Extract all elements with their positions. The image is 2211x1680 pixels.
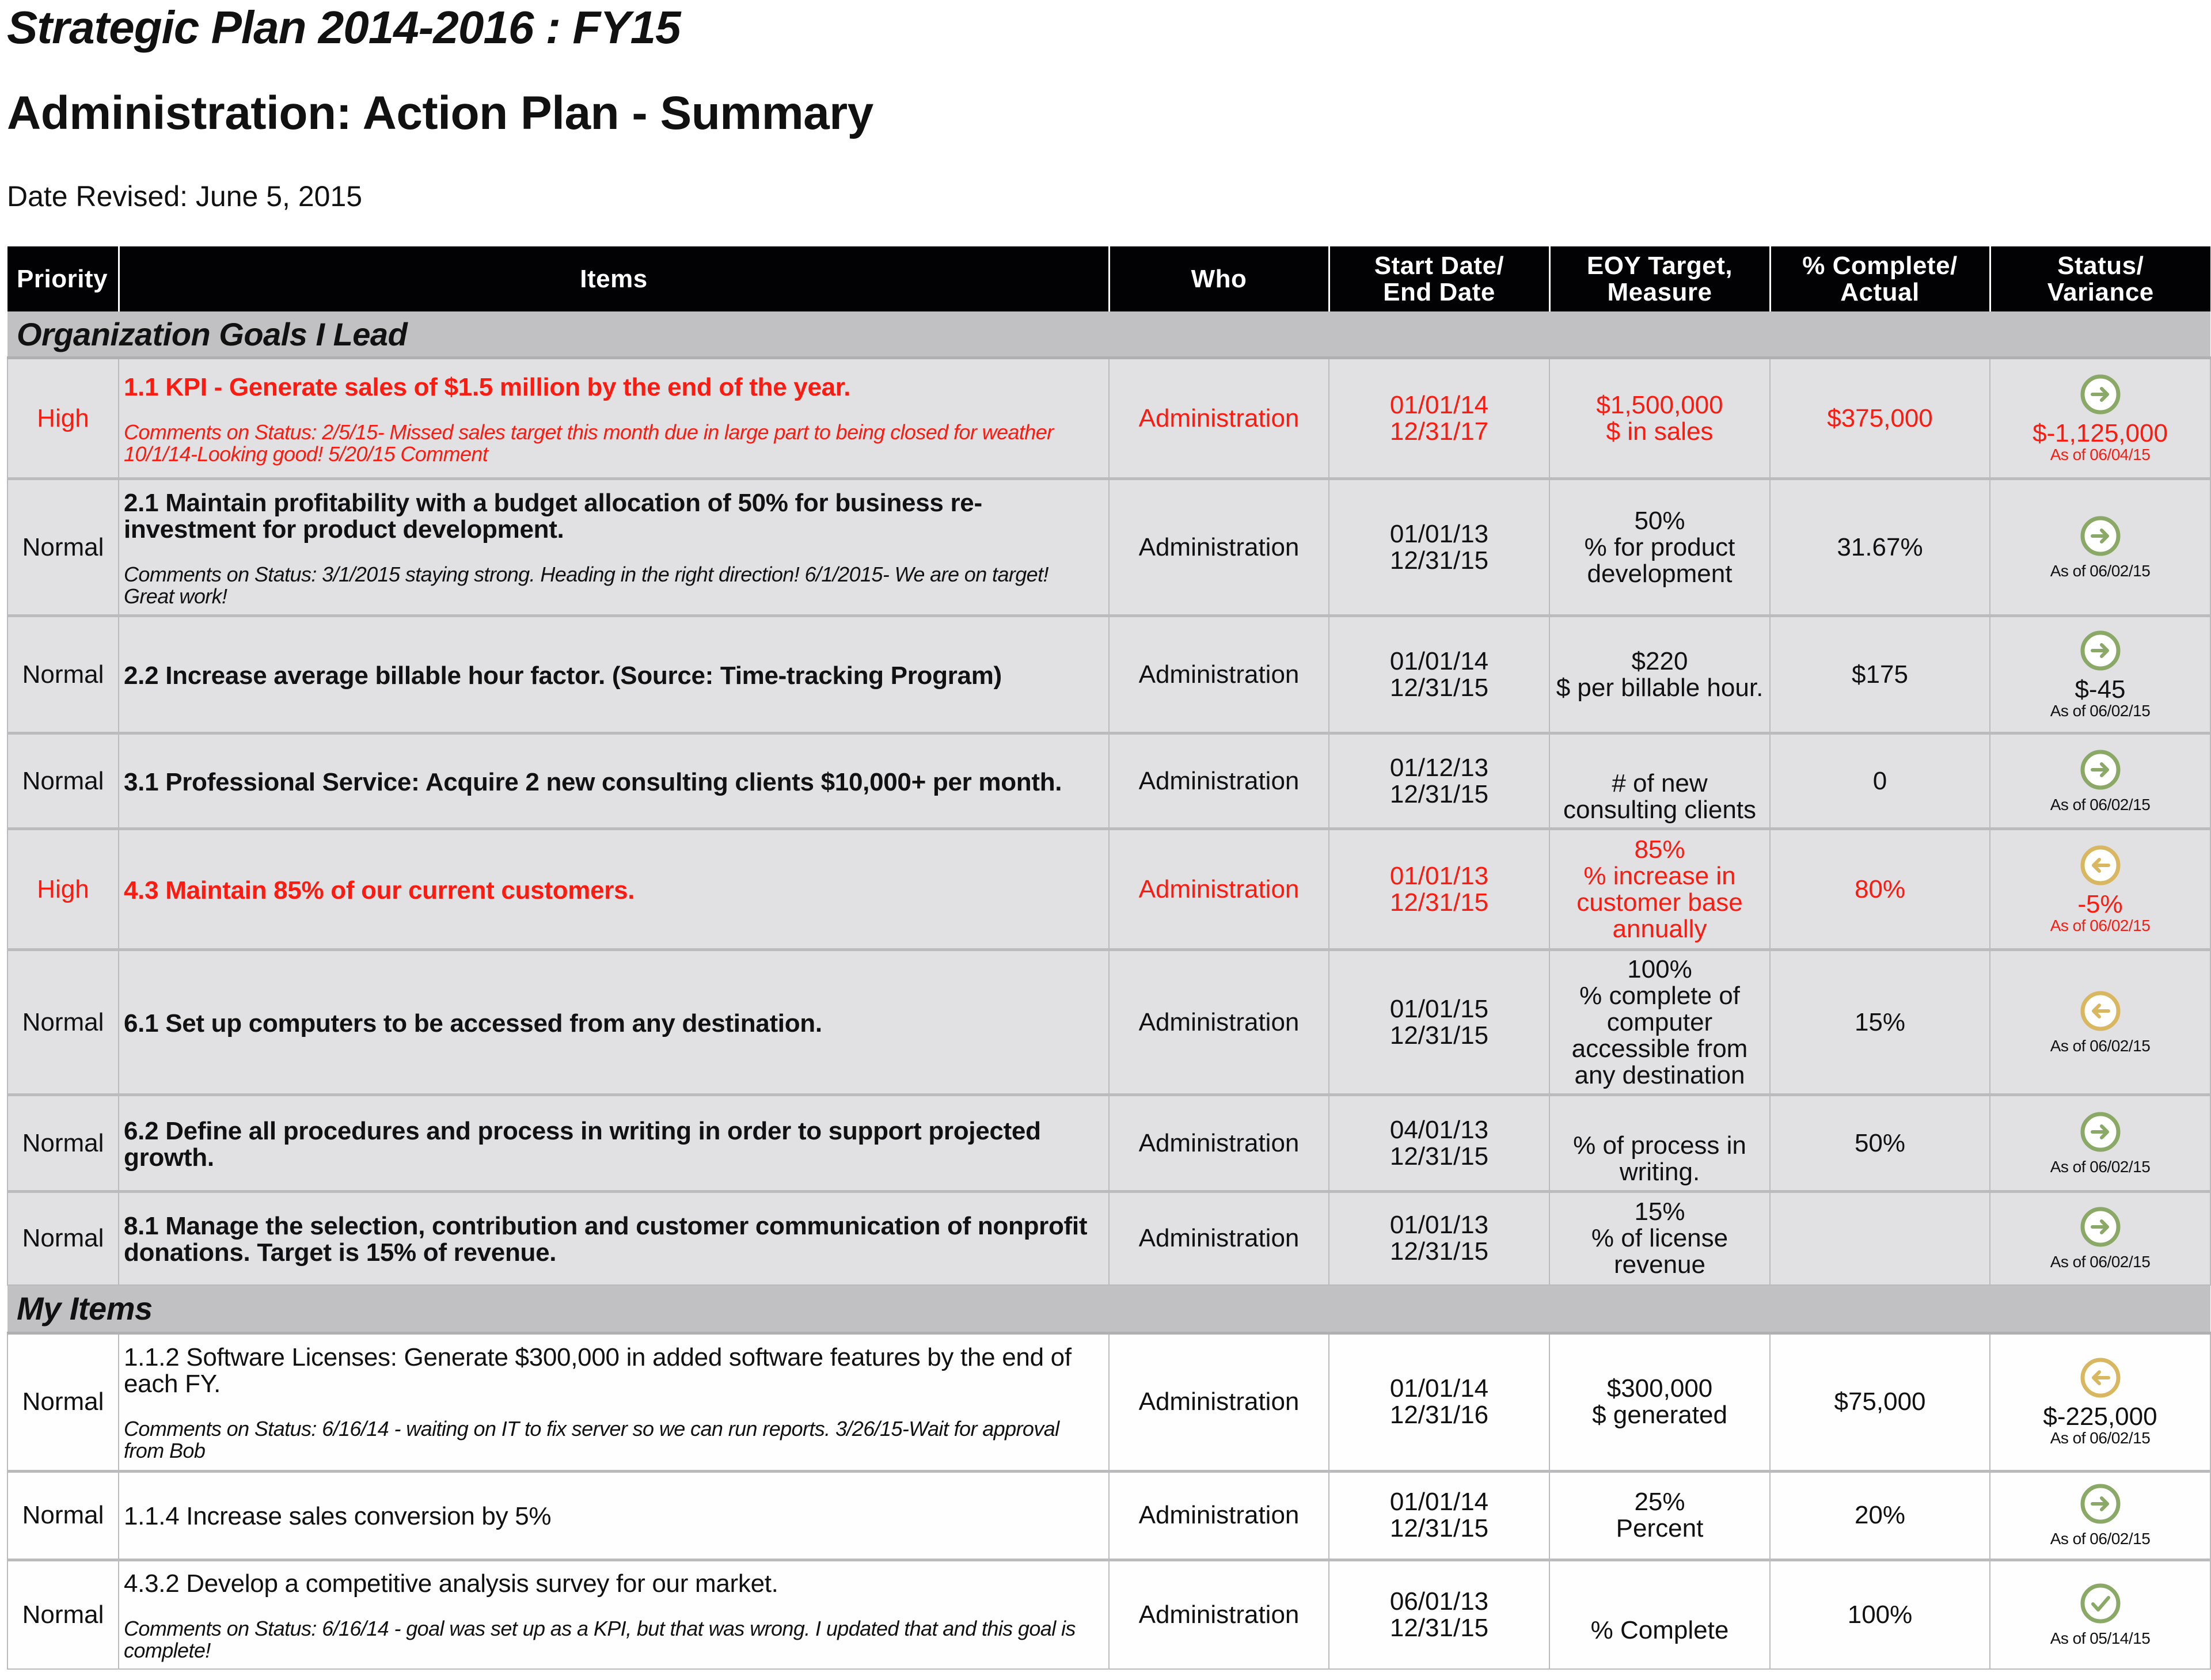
target-cell	[1549, 1333, 1770, 1471]
status-cell	[1990, 616, 2210, 733]
start-date: 06/01/13	[1389, 1587, 1489, 1616]
item-cell[interactable]	[119, 1095, 1109, 1192]
arrow-right-circle-icon[interactable]	[2080, 515, 2121, 557]
who-cell: Administration	[1109, 1471, 1329, 1560]
as-of-date: As of 06/02/15	[2050, 1429, 2151, 1447]
actual-cell: $375,000	[1770, 358, 1990, 479]
target-measure: % complete of computer accessible from any destination	[1571, 981, 1748, 1089]
start-date: 01/01/15	[1389, 994, 1489, 1023]
table-row[interactable]	[7, 358, 2210, 479]
status-block	[1996, 630, 2204, 720]
table-row[interactable]	[7, 1095, 2210, 1192]
column-header-start-end-date	[1329, 246, 1549, 311]
table-row[interactable]	[7, 616, 2210, 733]
item-cell[interactable]	[119, 1471, 1109, 1560]
as-of-date: As of 06/02/15	[2050, 1036, 2151, 1055]
start-date: 01/01/13	[1389, 861, 1489, 890]
priority-cell: Normal	[7, 1333, 119, 1471]
start-date: 01/01/14	[1389, 390, 1489, 419]
target-cell	[1549, 616, 1770, 733]
column-header-who: Who	[1109, 246, 1329, 311]
priority-cell: Normal	[7, 1471, 119, 1560]
target-measure: % Complete	[1590, 1616, 1729, 1644]
priority-cell: Normal	[7, 616, 119, 733]
header-line: EOY Target,	[1586, 251, 1733, 280]
page-subtitle: Administration: Action Plan - Summary	[7, 87, 873, 139]
target-measure: $ generated	[1592, 1401, 1727, 1429]
table-row[interactable]	[7, 479, 2210, 616]
target-measure: $ in sales	[1606, 417, 1714, 446]
item-title: 4.3 Maintain 85% of our current customers.	[124, 876, 635, 904]
table-row[interactable]	[7, 1192, 2210, 1285]
status-block	[1996, 1357, 2204, 1447]
item-title: 1.1.4 Increase sales conversion by 5%	[124, 1502, 552, 1530]
target-value: 15%	[1634, 1198, 1685, 1226]
date-cell	[1329, 1095, 1549, 1192]
item-cell[interactable]	[119, 733, 1109, 829]
target-value: 100%	[1627, 955, 1692, 983]
target-cell	[1549, 950, 1770, 1095]
target-cell	[1549, 733, 1770, 829]
item-cell[interactable]	[119, 1560, 1109, 1669]
end-date: 12/31/15	[1389, 1613, 1489, 1642]
start-date: 01/01/13	[1389, 1211, 1489, 1240]
item-cell[interactable]	[119, 1333, 1109, 1471]
status-cell	[1990, 1095, 2210, 1192]
date-cell	[1329, 1333, 1549, 1471]
actual-cell: 80%	[1770, 829, 1990, 950]
variance-value: $-225,000	[2043, 1402, 2157, 1431]
table-header-row	[7, 246, 2210, 311]
item-title: 1.1.2 Software Licenses: Generate $300,000 in added software features by the end of each FY.	[124, 1343, 1072, 1398]
who-cell: Administration	[1109, 733, 1329, 829]
end-date: 12/31/15	[1389, 1021, 1489, 1050]
priority-cell: High	[7, 829, 119, 950]
who-cell: Administration	[1109, 616, 1329, 733]
target-cell	[1549, 479, 1770, 616]
column-header-percent-complete	[1770, 246, 1990, 311]
table-row[interactable]	[7, 1333, 2210, 1471]
arrow-right-circle-icon[interactable]	[2080, 1206, 2121, 1248]
status-cell	[1990, 733, 2210, 829]
as-of-date: As of 06/02/15	[2050, 1253, 2151, 1271]
column-header-priority: Priority	[7, 246, 119, 311]
status-block	[1996, 515, 2204, 580]
table-row[interactable]	[7, 733, 2210, 829]
table-row[interactable]	[7, 950, 2210, 1095]
header-line: Variance	[2047, 278, 2154, 306]
as-of-date: As of 06/02/15	[2050, 561, 2151, 580]
as-of-date: As of 06/02/15	[2050, 795, 2151, 814]
status-comment: Comments on Status: 6/16/14 - waiting on IT to fix server so we can run reports. 3/26/15-Wait for approval from Bob	[124, 1417, 1059, 1462]
action-plan-table	[7, 246, 2211, 1670]
header-line: Measure	[1607, 278, 1712, 306]
actual-cell: 31.67%	[1770, 479, 1990, 616]
header-line: Status/	[2057, 251, 2144, 280]
status-comment: Comments on Status: 3/1/2015 staying strong. Heading in the right direction! 6/1/2015- We are on target! Great work!	[124, 562, 1048, 608]
status-cell	[1990, 1560, 2210, 1669]
end-date: 12/31/15	[1389, 1142, 1489, 1170]
target-value: 25%	[1634, 1488, 1685, 1516]
status-block	[1996, 749, 2204, 814]
date-cell	[1329, 616, 1549, 733]
actual-cell: $175	[1770, 616, 1990, 733]
status-cell	[1990, 1333, 2210, 1471]
arrow-left-circle-icon[interactable]	[2080, 1357, 2121, 1398]
target-measure: % of license revenue	[1591, 1224, 1728, 1279]
item-title: 2.1 Maintain profitability with a budget allocation of 50% for business re-investment for product development.	[124, 488, 982, 543]
table-row[interactable]	[7, 1560, 2210, 1669]
date-cell	[1329, 1471, 1549, 1560]
who-cell: Administration	[1109, 358, 1329, 479]
status-block	[1996, 1483, 2204, 1548]
item-title: 3.1 Professional Service: Acquire 2 new consulting clients $10,000+ per month.	[124, 767, 1062, 796]
target-measure: % of process in writing.	[1573, 1131, 1746, 1186]
who-cell: Administration	[1109, 1095, 1329, 1192]
status-block	[1996, 990, 2204, 1055]
section-label: My Items	[7, 1285, 2210, 1333]
status-cell	[1990, 1471, 2210, 1560]
variance-value: -5%	[2077, 890, 2123, 918]
status-cell	[1990, 950, 2210, 1095]
as-of-date: As of 05/14/15	[2050, 1629, 2151, 1647]
item-title: 6.2 Define all procedures and process in writing in order to support projected growth.	[124, 1116, 1041, 1172]
target-cell	[1549, 1095, 1770, 1192]
target-cell	[1549, 1192, 1770, 1285]
date-cell	[1329, 829, 1549, 950]
who-cell: Administration	[1109, 1192, 1329, 1285]
status-cell	[1990, 479, 2210, 616]
start-date: 01/12/13	[1389, 753, 1489, 782]
status-cell	[1990, 829, 2210, 950]
item-title: 8.1 Manage the selection, contribution and customer communication of nonprofit donations. Target is 15% of revenue.	[124, 1212, 1088, 1267]
arrow-right-circle-icon[interactable]	[2080, 630, 2121, 671]
arrow-right-circle-icon[interactable]	[2080, 749, 2121, 790]
who-cell: Administration	[1109, 479, 1329, 616]
section-label: Organization Goals I Lead	[7, 311, 2210, 358]
table-row[interactable]	[7, 1471, 2210, 1560]
target-measure: % for product development	[1584, 533, 1735, 588]
target-measure: # of new consulting clients	[1563, 769, 1757, 824]
check-circle-icon[interactable]	[2080, 1583, 2121, 1624]
start-date: 04/01/13	[1389, 1115, 1489, 1144]
target-measure: Percent	[1616, 1514, 1704, 1542]
as-of-date: As of 06/04/15	[2050, 445, 2151, 463]
item-cell[interactable]	[119, 1192, 1109, 1285]
item-title: 6.1 Set up computers to be accessed from any destination.	[124, 1009, 822, 1037]
as-of-date: As of 06/02/15	[2050, 1157, 2151, 1176]
item-title: 4.3.2 Develop a competitive analysis survey for our market.	[124, 1569, 778, 1598]
actual-cell: 15%	[1770, 950, 1990, 1095]
target-measure: % increase in customer base annually	[1576, 861, 1743, 943]
status-comment: Comments on Status: 2/5/15- Missed sales target this month due in large part to being closed for weather 10/1/14-Looking good! 5/20/15 Comment	[124, 420, 1054, 466]
status-cell	[1990, 1192, 2210, 1285]
priority-cell: High	[7, 358, 119, 479]
item-cell[interactable]	[119, 358, 1109, 479]
target-value: 85%	[1634, 835, 1685, 864]
header-line: % Complete/	[1802, 251, 1958, 280]
target-cell	[1549, 829, 1770, 950]
priority-cell: Normal	[7, 479, 119, 616]
column-header-items: Items	[119, 246, 1109, 311]
end-date: 12/31/17	[1389, 417, 1489, 446]
as-of-date: As of 06/02/15	[2050, 916, 2151, 934]
status-block	[1996, 374, 2204, 463]
date-cell	[1329, 479, 1549, 616]
end-date: 12/31/15	[1389, 1514, 1489, 1542]
document-title: Strategic Plan 2014-2016 : FY15	[7, 2, 681, 53]
column-header-status-variance	[1990, 246, 2210, 311]
status-cell	[1990, 358, 2210, 479]
start-date: 01/01/14	[1389, 647, 1489, 675]
actual-cell: 0	[1770, 733, 1990, 829]
item-cell[interactable]	[119, 950, 1109, 1095]
target-cell	[1549, 1471, 1770, 1560]
end-date: 12/31/16	[1389, 1401, 1489, 1429]
actual-cell: 50%	[1770, 1095, 1990, 1192]
arrow-right-circle-icon[interactable]	[2080, 1483, 2121, 1525]
target-value: $300,000	[1606, 1374, 1713, 1402]
arrow-right-circle-icon[interactable]	[2080, 1111, 2121, 1153]
who-cell: Administration	[1109, 1560, 1329, 1669]
item-cell[interactable]	[119, 829, 1109, 950]
who-cell: Administration	[1109, 950, 1329, 1095]
end-date: 12/31/15	[1389, 780, 1489, 808]
date-cell	[1329, 358, 1549, 479]
target-measure: $ per billable hour.	[1556, 673, 1764, 702]
date-cell	[1329, 733, 1549, 829]
end-date: 12/31/15	[1389, 1237, 1489, 1266]
status-comment: Comments on Status: 6/16/14 - goal was set up as a KPI, but that was wrong. I updated that and this goal is complete!	[124, 1616, 1076, 1662]
start-date: 01/01/13	[1389, 519, 1489, 548]
status-block	[1996, 845, 2204, 934]
priority-cell: Normal	[7, 1560, 119, 1669]
target-value: $1,500,000	[1596, 390, 1723, 419]
section-header-row	[7, 1285, 2210, 1333]
date-revised: Date Revised: June 5, 2015	[7, 180, 363, 212]
start-date: 01/01/14	[1389, 1488, 1489, 1516]
priority-cell: Normal	[7, 733, 119, 829]
end-date: 12/31/15	[1389, 888, 1489, 917]
item-cell[interactable]	[119, 479, 1109, 616]
arrow-right-circle-icon[interactable]	[2080, 374, 2121, 415]
end-date: 12/31/15	[1389, 673, 1489, 702]
status-block	[1996, 1583, 2204, 1647]
as-of-date: As of 06/02/15	[2050, 1530, 2151, 1548]
actual-cell: 100%	[1770, 1560, 1990, 1669]
date-cell	[1329, 1192, 1549, 1285]
item-title: 1.1 KPI - Generate sales of $1.5 million by the end of the year.	[124, 373, 851, 401]
table-row[interactable]	[7, 829, 2210, 950]
target-cell	[1549, 1560, 1770, 1669]
status-block	[1996, 1206, 2204, 1271]
actual-cell: $75,000	[1770, 1333, 1990, 1471]
section-header-row	[7, 311, 2210, 358]
item-cell[interactable]	[119, 616, 1109, 733]
date-cell	[1329, 1560, 1549, 1669]
item-title: 2.2 Increase average billable hour factor. (Source: Time-tracking Program)	[124, 661, 1002, 690]
variance-value: $-1,125,000	[2033, 419, 2168, 447]
as-of-date: As of 06/02/15	[2050, 701, 2151, 720]
priority-cell: Normal	[7, 1192, 119, 1285]
status-block	[1996, 1111, 2204, 1176]
target-value: 50%	[1634, 506, 1685, 535]
arrow-left-circle-icon[interactable]	[2080, 990, 2121, 1032]
end-date: 12/31/15	[1389, 546, 1489, 575]
header-line: Start Date/	[1374, 251, 1505, 280]
who-cell: Administration	[1109, 829, 1329, 950]
date-cell	[1329, 950, 1549, 1095]
header-line: Actual	[1840, 278, 1920, 306]
header-line: End Date	[1383, 278, 1495, 306]
priority-cell: Normal	[7, 950, 119, 1095]
target-cell	[1549, 358, 1770, 479]
priority-cell: Normal	[7, 1095, 119, 1192]
who-cell: Administration	[1109, 1333, 1329, 1471]
column-header-eoy-target	[1549, 246, 1770, 311]
start-date: 01/01/14	[1389, 1374, 1489, 1402]
actual-cell	[1770, 1192, 1990, 1285]
actual-cell: 20%	[1770, 1471, 1990, 1560]
arrow-left-circle-icon[interactable]	[2080, 845, 2121, 886]
variance-value: $-45	[2075, 675, 2126, 704]
target-value: $220	[1631, 647, 1688, 675]
